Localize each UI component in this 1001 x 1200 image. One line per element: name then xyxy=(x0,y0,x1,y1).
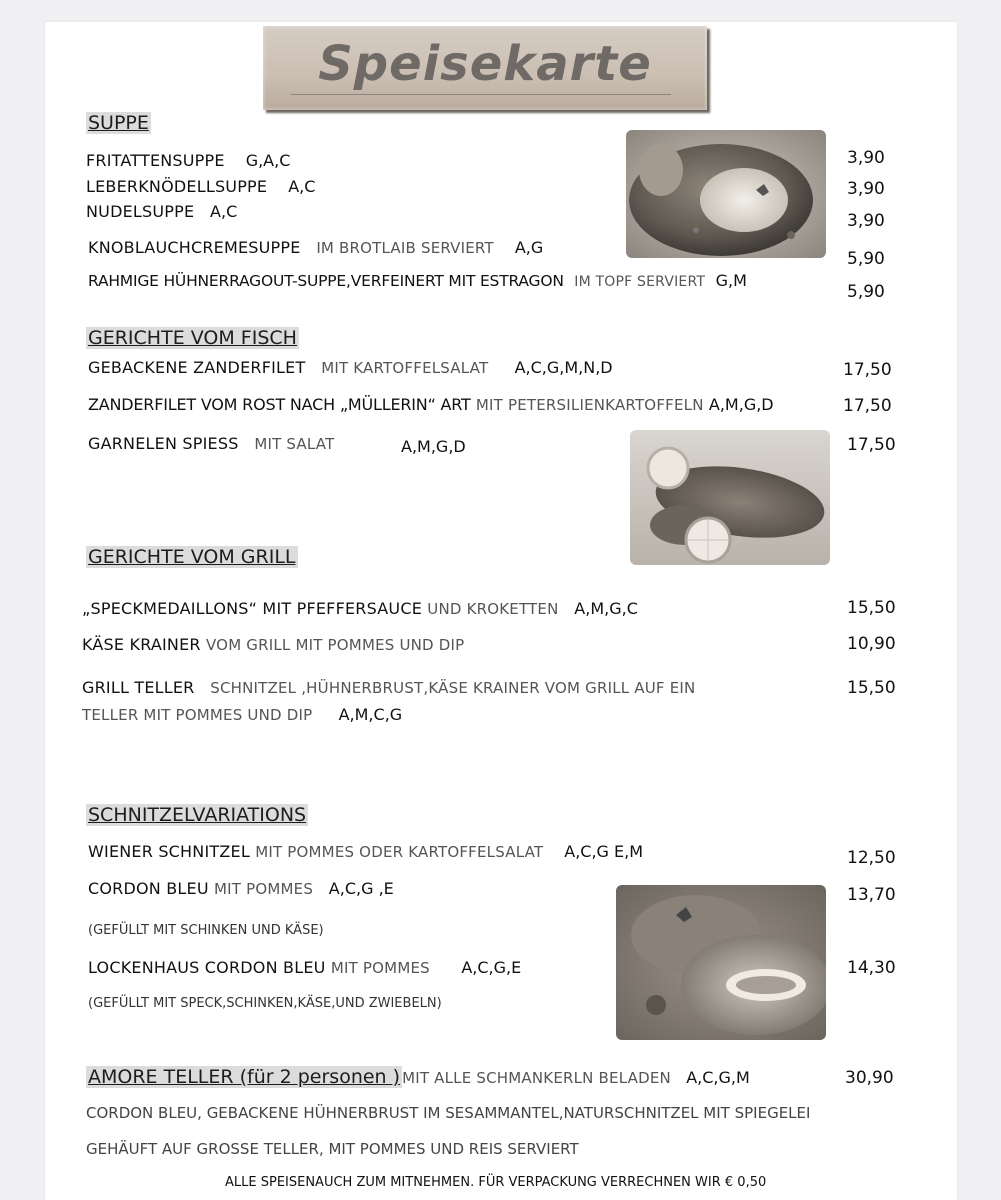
amore-teller-item: AMORE TELLER (für 2 personen ) MIT ALLE SCHMANKERLN BELADEN A,C,G,M xyxy=(88,1066,750,1088)
section-heading-fisch: GERICHTE VOM FISCH xyxy=(88,327,297,349)
price: 3,90 xyxy=(847,179,885,199)
menu-item: „SPECKMEDAILLONS“ MIT PFEFFERSAUCE UND KROKETTEN A,M,G,C xyxy=(82,599,638,618)
price: 10,90 xyxy=(847,634,896,654)
price: 15,50 xyxy=(847,598,896,618)
menu-title: Speisekarte xyxy=(318,36,652,92)
menu-item: LEBERKNÖDELLSUPPE A,C xyxy=(86,177,316,196)
item-note: (GEFÜLLT MIT SCHINKEN UND KÄSE) xyxy=(88,923,324,938)
allergens: A,M,G,D xyxy=(401,437,466,456)
menu-item: FRITATTENSUPPE G,A,C xyxy=(86,151,291,170)
item-note: (GEFÜLLT MIT SPECK,SCHINKEN,KÄSE,UND ZWIEBELN) xyxy=(88,996,442,1011)
menu-item: GRILL TELLER SCHNITZEL ,HÜHNERBRUST,KÄSE KRAINER VOM GRILL AUF EIN xyxy=(82,678,696,697)
menu-item: WIENER SCHNITZEL MIT POMMES ODER KARTOFFELSALAT A,C,G E,M xyxy=(88,842,644,861)
price: 5,90 xyxy=(847,249,885,269)
menu-item: NUDELSUPPE A,C xyxy=(86,202,238,221)
section-heading-suppe: SUPPE xyxy=(88,112,149,134)
soup-bread-bowl-photo xyxy=(626,130,826,258)
price: 3,90 xyxy=(847,148,885,168)
cordon-bleu-photo xyxy=(616,885,826,1040)
section-heading-schnitzel: SCHNITZELVARIATIONS xyxy=(88,804,307,826)
amore-description-line: CORDON BLEU, GEBACKENE HÜHNERBRUST IM SESAMMANTEL,NATURSCHNITZEL MIT SPIEGELEI xyxy=(86,1104,811,1122)
menu-item-continued: TELLER MIT POMMES UND DIP A,M,C,G xyxy=(82,705,403,724)
price: 15,50 xyxy=(847,678,896,698)
price: 3,90 xyxy=(847,211,885,231)
fish-fillet-photo xyxy=(630,430,830,565)
price: 12,50 xyxy=(847,848,896,868)
price: 30,90 xyxy=(845,1068,894,1088)
amore-description-line: GEHÄUFT AUF GROSSE TELLER, MIT POMMES UND REIS SERVIERT xyxy=(86,1140,579,1158)
menu-item: GEBACKENE ZANDERFILET MIT KARTOFFELSALAT A,C,G,M,N,D xyxy=(88,358,613,377)
section-heading-grill: GERICHTE VOM GRILL xyxy=(88,546,296,568)
footer-note: ALLE SPEISENAUCH ZUM MITNEHMEN. FÜR VERPACKUNG VERRECHNEN WIR € 0,50 xyxy=(225,1175,767,1190)
menu-item: GARNELEN SPIESS MIT SALAT xyxy=(88,434,335,453)
menu-title-banner xyxy=(263,26,707,110)
price: 17,50 xyxy=(847,435,896,455)
menu-item: ZANDERFILET VOM ROST NACH „MÜLLERIN“ ART MIT PETERSILIENKARTOFFELN A,M,G,D xyxy=(88,395,774,414)
menu-item: RAHMIGE HÜHNERRAGOUT-SUPPE,VERFEINERT MIT ESTRAGON IM TOPF SERVIERT G,M xyxy=(88,271,747,290)
price: 5,90 xyxy=(847,282,885,302)
price: 17,50 xyxy=(843,396,892,416)
section-heading-amore: AMORE TELLER (für 2 personen ) xyxy=(88,1066,401,1088)
price: 14,30 xyxy=(847,958,896,978)
price: 17,50 xyxy=(843,360,892,380)
menu-item: CORDON BLEU MIT POMMES A,C,G ,E xyxy=(88,879,394,898)
title-underline xyxy=(291,94,671,95)
menu-item: LOCKENHAUS CORDON BLEU MIT POMMES A,C,G,E xyxy=(88,958,522,977)
menu-item: KÄSE KRAINER VOM GRILL MIT POMMES UND DIP xyxy=(82,635,465,654)
menu-item: KNOBLAUCHCREMESUPPE IM BROTLAIB SERVIERT A,G xyxy=(88,238,544,257)
price: 13,70 xyxy=(847,885,896,905)
